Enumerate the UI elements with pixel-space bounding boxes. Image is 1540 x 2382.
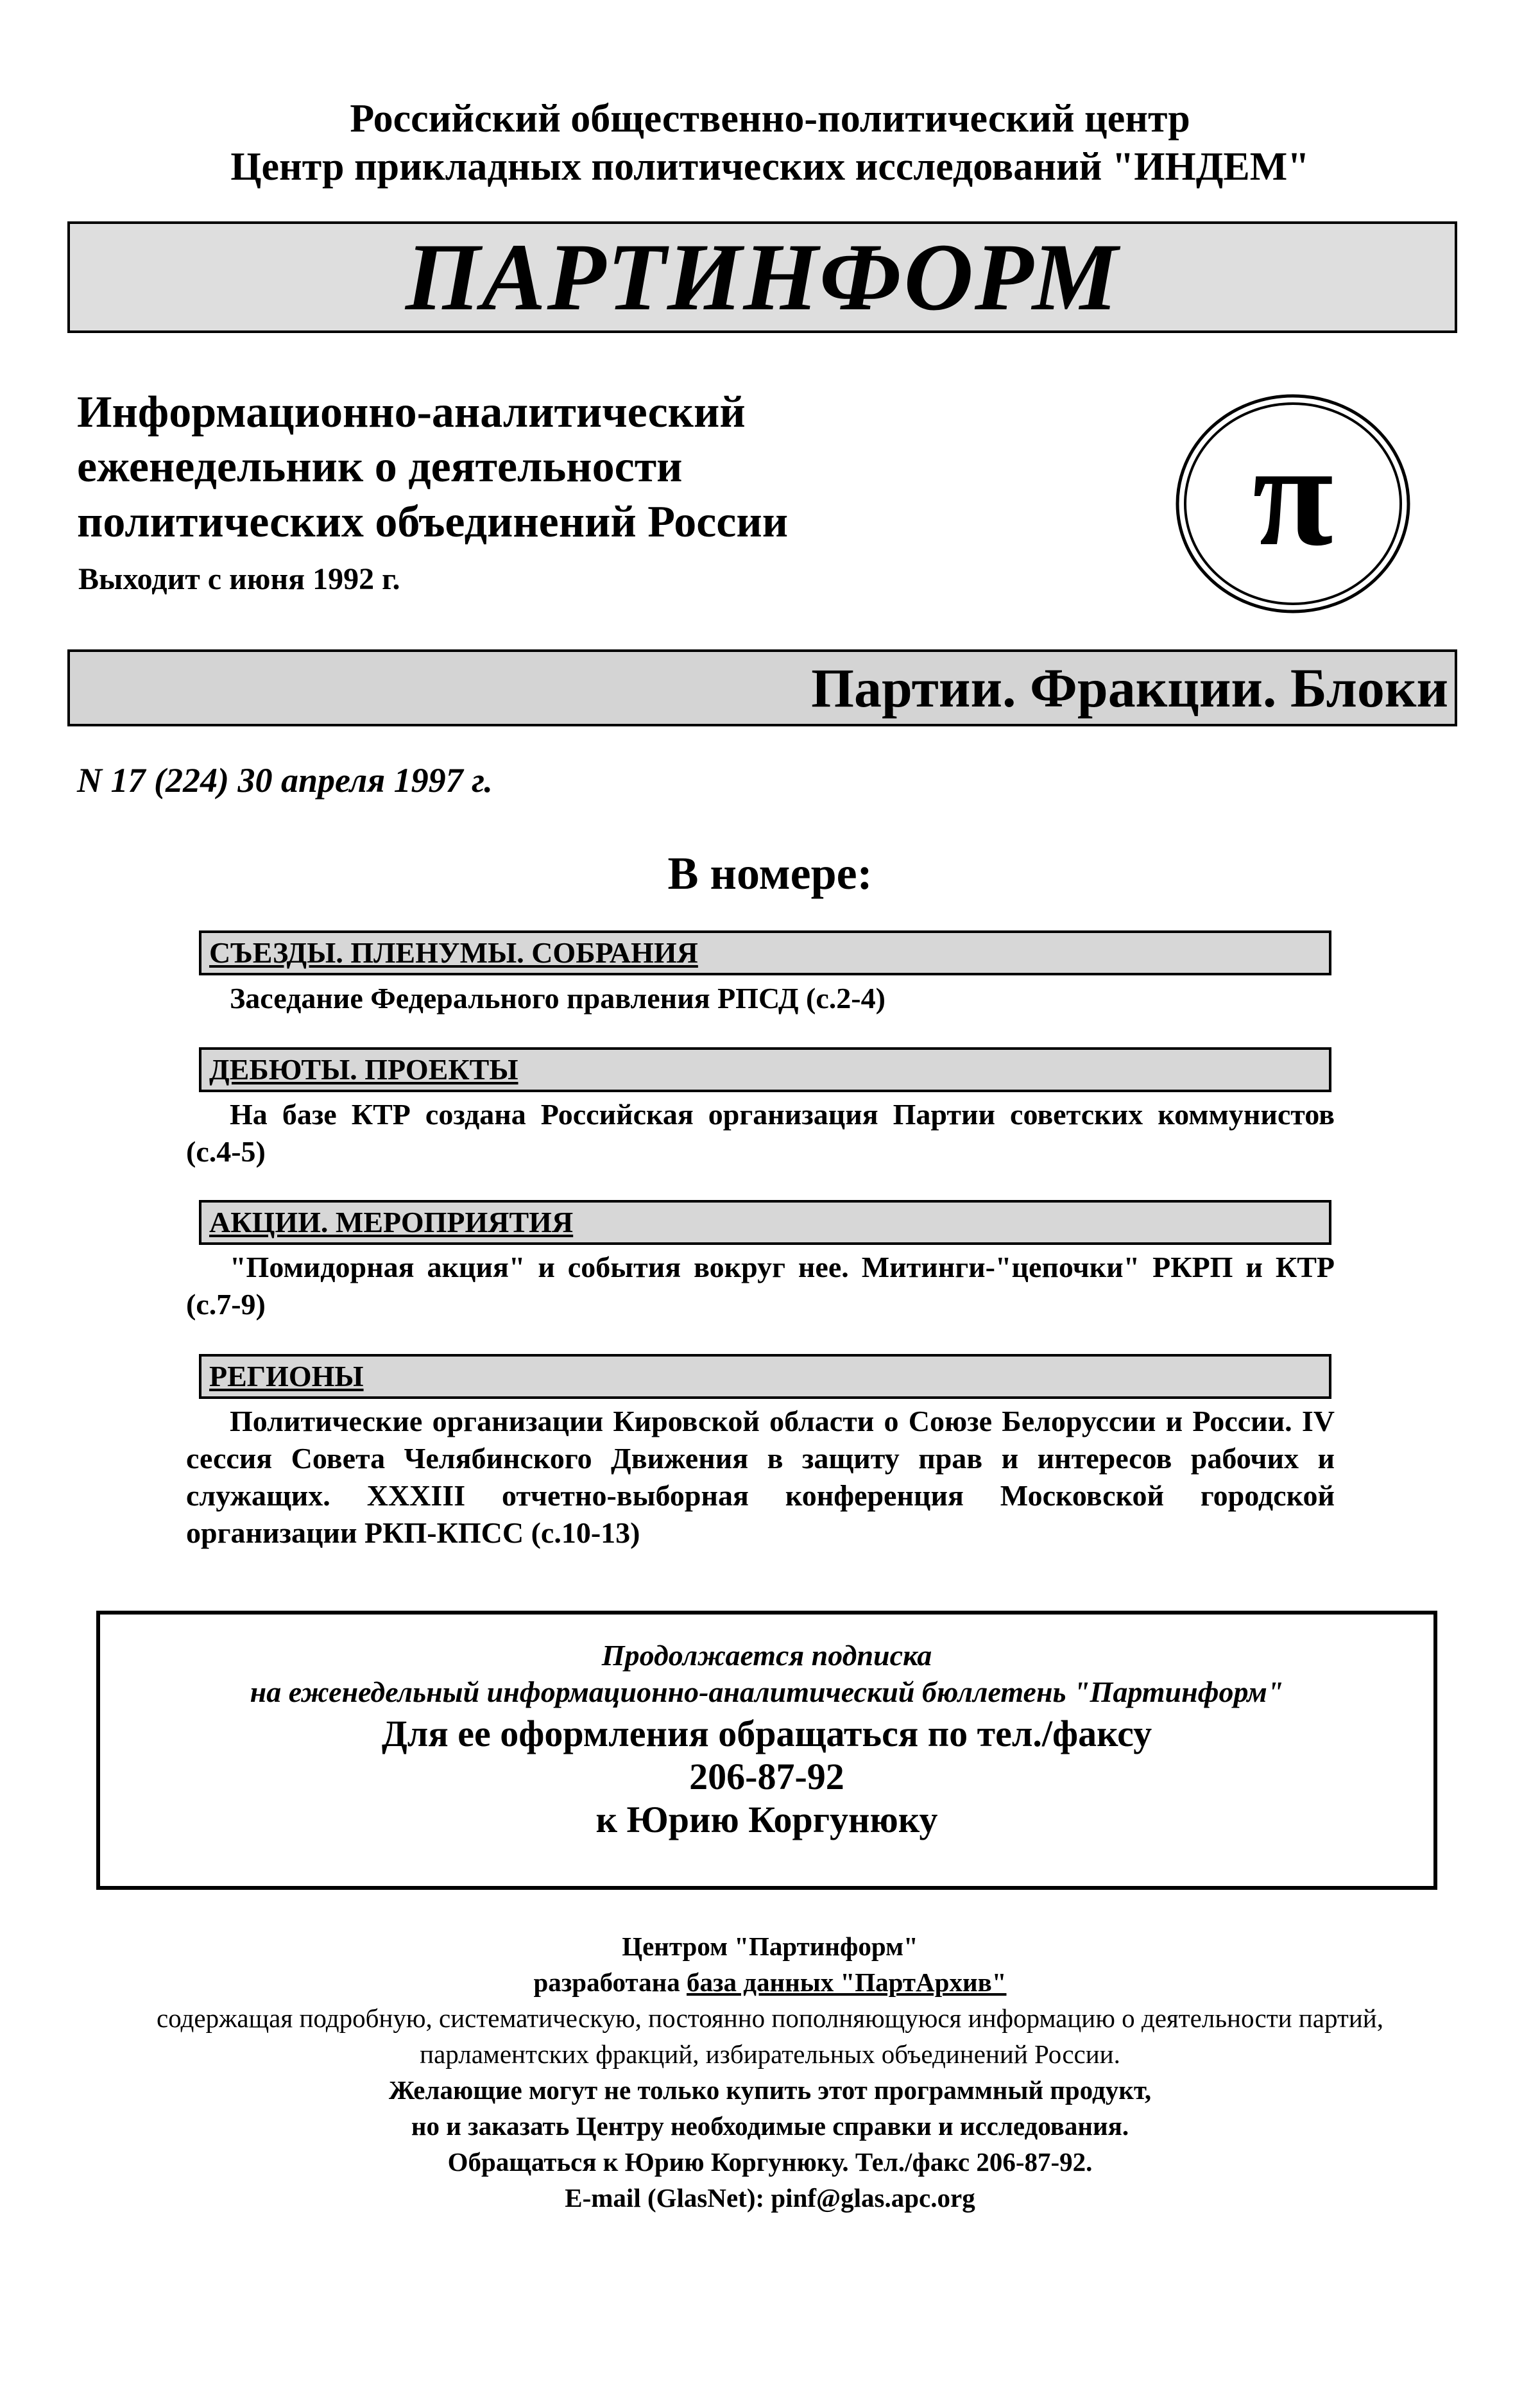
- rubric-bar: ДЕБЮТЫ. ПРОЕКТЫ: [199, 1047, 1331, 1092]
- footer-line-4: парламентских фракций, избирательных объединений России.: [420, 2039, 1120, 2069]
- subscription-contact: к Юрию Коргунюку: [595, 1799, 938, 1840]
- contents-entry: "Помидорная акция" и события вокруг нее. Митинги-"цепочки" РКРП и КТР (с.7-9): [186, 1251, 1335, 1321]
- pi-glyph: π: [1252, 413, 1334, 576]
- contents-entry: Заседание Федерального правления РПСД (с.2-4): [230, 982, 886, 1015]
- footer-line-2-prefix: разработана: [533, 1967, 687, 1997]
- masthead-subtitle: [77, 385, 1040, 549]
- institute-line: Центр прикладных политических исследований "ИНДЕМ": [230, 145, 1310, 189]
- footer-line-6: но и заказать Центру необходимые справки и исследования.: [411, 2111, 1129, 2141]
- rubric-bar: РЕГИОНЫ: [199, 1354, 1331, 1399]
- rubric-bar: АКЦИИ. МЕРОПРИЯТИЯ: [199, 1200, 1331, 1245]
- subscription-line-1: Продолжается подписка: [601, 1639, 932, 1672]
- rubric-bar: СЪЕЗДЫ. ПЛЕНУМЫ. СОБРАНИЯ: [199, 930, 1331, 975]
- pi-circle-logo: [1174, 385, 1412, 622]
- subscription-line-2: на еженедельный информационно-аналитический бюллетень "Партинформ": [250, 1675, 1284, 1708]
- footer-line-1: Центром "Партинформ": [622, 1932, 918, 1961]
- issue-number: N 17 (224) 30 апреля 1997 г.: [77, 761, 493, 800]
- contents-entry: На базе КТР создана Российская организация Партии советских коммунистов (с.4-5): [186, 1098, 1335, 1168]
- section-bar-title: Партии. Фракции. Блоки: [811, 657, 1448, 719]
- subscription-line-3: Для ее оформления обращаться по тел./факсу: [381, 1713, 1152, 1754]
- contents-title: В номере:: [667, 848, 873, 899]
- subtitle-line-3: политических объединений России: [77, 497, 789, 547]
- footer-line-7: Обращаться к Юрию Коргунюку. Тел./факс 206-87-92.: [447, 2147, 1093, 2177]
- contents-entry: Политические организации Кировской области о Союзе Белоруссии и России. IV сессия Совета Челябинского Движения в защиту прав и интересов рабочих и служащих. XXXIII отчетно-выборная конференция Московской городской организации РКП-КПСС (с.10-13): [186, 1405, 1335, 1549]
- footer-line-3: содержащая подробную, систематическую, постоянно пополняющуюся информацию о деятельности партий,: [157, 2003, 1383, 2033]
- subtitle-line-1: Информационно-аналитический: [77, 388, 746, 437]
- footer-line-2: [0, 1964, 1540, 2000]
- masthead-title: ПАРТИНФОРМ: [405, 224, 1120, 330]
- section-bar: [67, 649, 1457, 726]
- database-link[interactable]: база данных "ПартАрхив": [687, 1967, 1007, 1997]
- footer-line-5: Желающие могут не только купить этот программный продукт,: [388, 2075, 1152, 2105]
- publication-since: Выходит с июня 1992 г.: [78, 562, 400, 596]
- subtitle-line-2: еженедельник о деятельности: [77, 442, 683, 492]
- subscription-phone: 206-87-92: [689, 1756, 844, 1797]
- footer-email[interactable]: E-mail (GlasNet): pinf@glas.apc.org: [565, 2183, 975, 2213]
- publisher-line: Российский общественно-политический центр: [350, 97, 1190, 141]
- masthead-box: [67, 221, 1457, 333]
